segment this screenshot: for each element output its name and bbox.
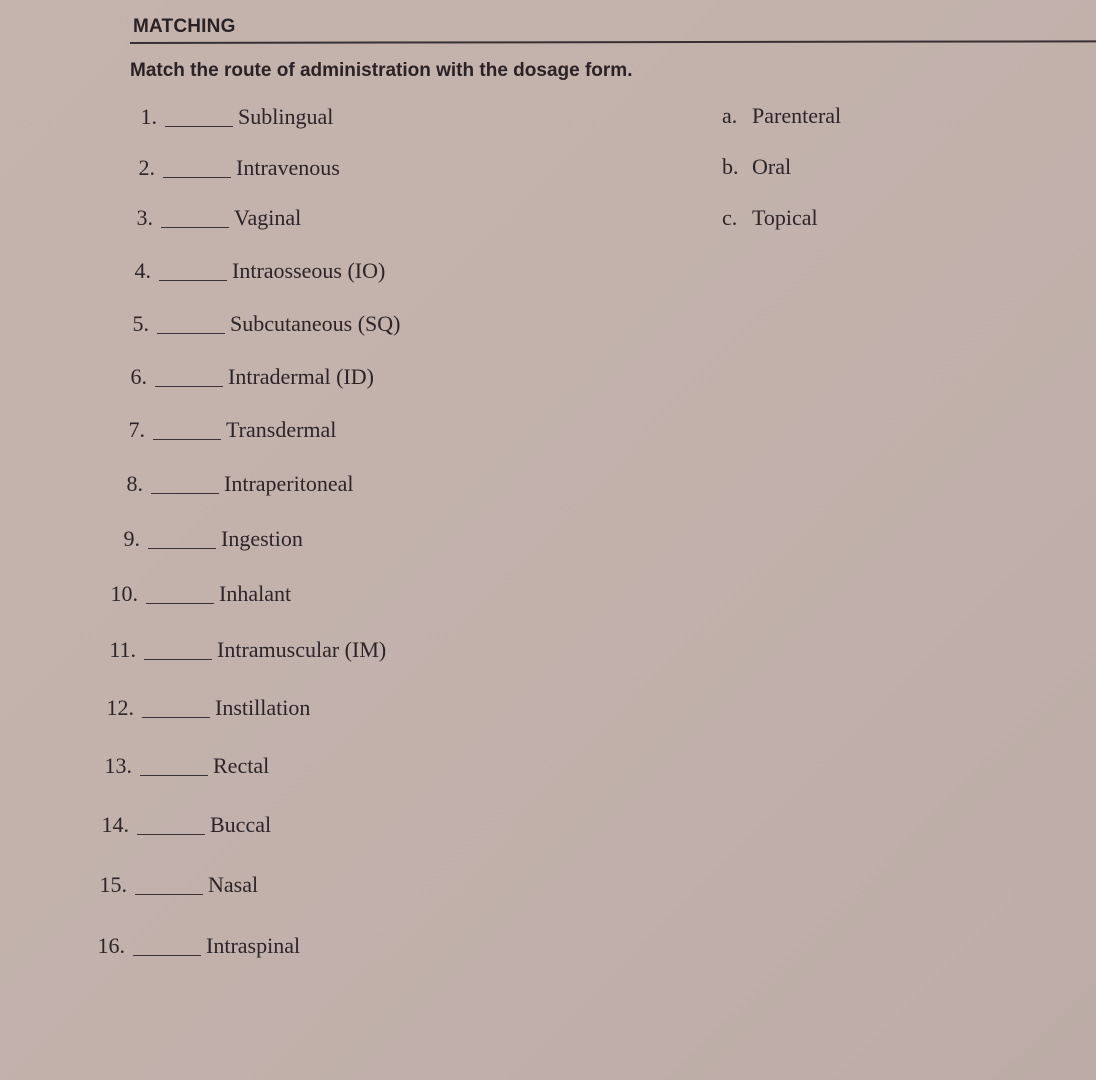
item-term: Subcutaneous (SQ) <box>230 311 401 336</box>
choice-letter: b. <box>722 154 739 179</box>
answer-blank[interactable] <box>135 894 203 895</box>
item-term: Ingestion <box>221 526 303 551</box>
choice-label: Oral <box>752 154 792 179</box>
answer-blank[interactable] <box>163 177 231 178</box>
answer-blank[interactable] <box>133 955 201 956</box>
item-number: 11. <box>109 637 136 662</box>
choice-label: Topical <box>752 205 818 230</box>
item-number: 1. <box>140 104 157 129</box>
item-term: Rectal <box>213 753 270 778</box>
item-term: Vaginal <box>234 205 302 230</box>
item-number: 13. <box>104 753 132 778</box>
answer-blank[interactable] <box>159 280 227 281</box>
section-heading: MATCHING <box>133 16 236 37</box>
answer-blank[interactable] <box>137 834 205 835</box>
item-number: 15. <box>99 872 127 897</box>
item-number: 5. <box>132 311 149 336</box>
item-number: 6. <box>130 364 147 389</box>
item-number: 14. <box>101 812 129 837</box>
item-term: Intraperitoneal <box>224 471 354 496</box>
answer-blank[interactable] <box>155 386 223 387</box>
answer-choice <box>722 154 791 180</box>
item-term: Inhalant <box>219 581 292 606</box>
answer-choice <box>722 205 818 231</box>
answer-blank[interactable] <box>157 333 225 334</box>
heading-rule <box>130 40 1096 43</box>
item-number: 8. <box>126 471 143 496</box>
item-number: 4. <box>134 258 151 283</box>
item-number: 7. <box>128 417 145 442</box>
answer-blank[interactable] <box>161 227 229 228</box>
choice-letter: a. <box>722 103 738 128</box>
item-term: Intraspinal <box>206 933 301 958</box>
answer-blank[interactable] <box>142 717 210 718</box>
item-number: 10. <box>110 581 138 606</box>
item-term: Intramuscular (IM) <box>217 637 387 662</box>
item-number: 2. <box>138 155 155 180</box>
instructions: Match the route of administration with the dosage form. <box>130 60 633 81</box>
item-number: 9. <box>123 526 140 551</box>
item-term: Transdermal <box>226 417 337 442</box>
answer-choice <box>722 103 841 129</box>
item-number: 16. <box>97 933 125 958</box>
item-term: Nasal <box>208 872 259 897</box>
item-term: Intraosseous (IO) <box>232 258 386 283</box>
answer-blank[interactable] <box>151 493 219 494</box>
answer-blank[interactable] <box>165 126 233 127</box>
answer-blank[interactable] <box>144 659 212 660</box>
item-term: Sublingual <box>238 104 334 129</box>
item-term: Intravenous <box>236 155 340 180</box>
item-number: 3. <box>136 205 153 230</box>
item-number: 12. <box>106 695 134 720</box>
choice-label: Parenteral <box>752 103 842 128</box>
item-term: Intradermal (ID) <box>228 364 374 389</box>
answer-blank[interactable] <box>153 439 221 440</box>
item-term: Buccal <box>210 812 272 837</box>
answer-blank[interactable] <box>140 775 208 776</box>
choice-letter: c. <box>722 205 738 230</box>
answer-blank[interactable] <box>146 603 214 604</box>
item-term: Instillation <box>215 695 311 720</box>
answer-blank[interactable] <box>148 548 216 549</box>
